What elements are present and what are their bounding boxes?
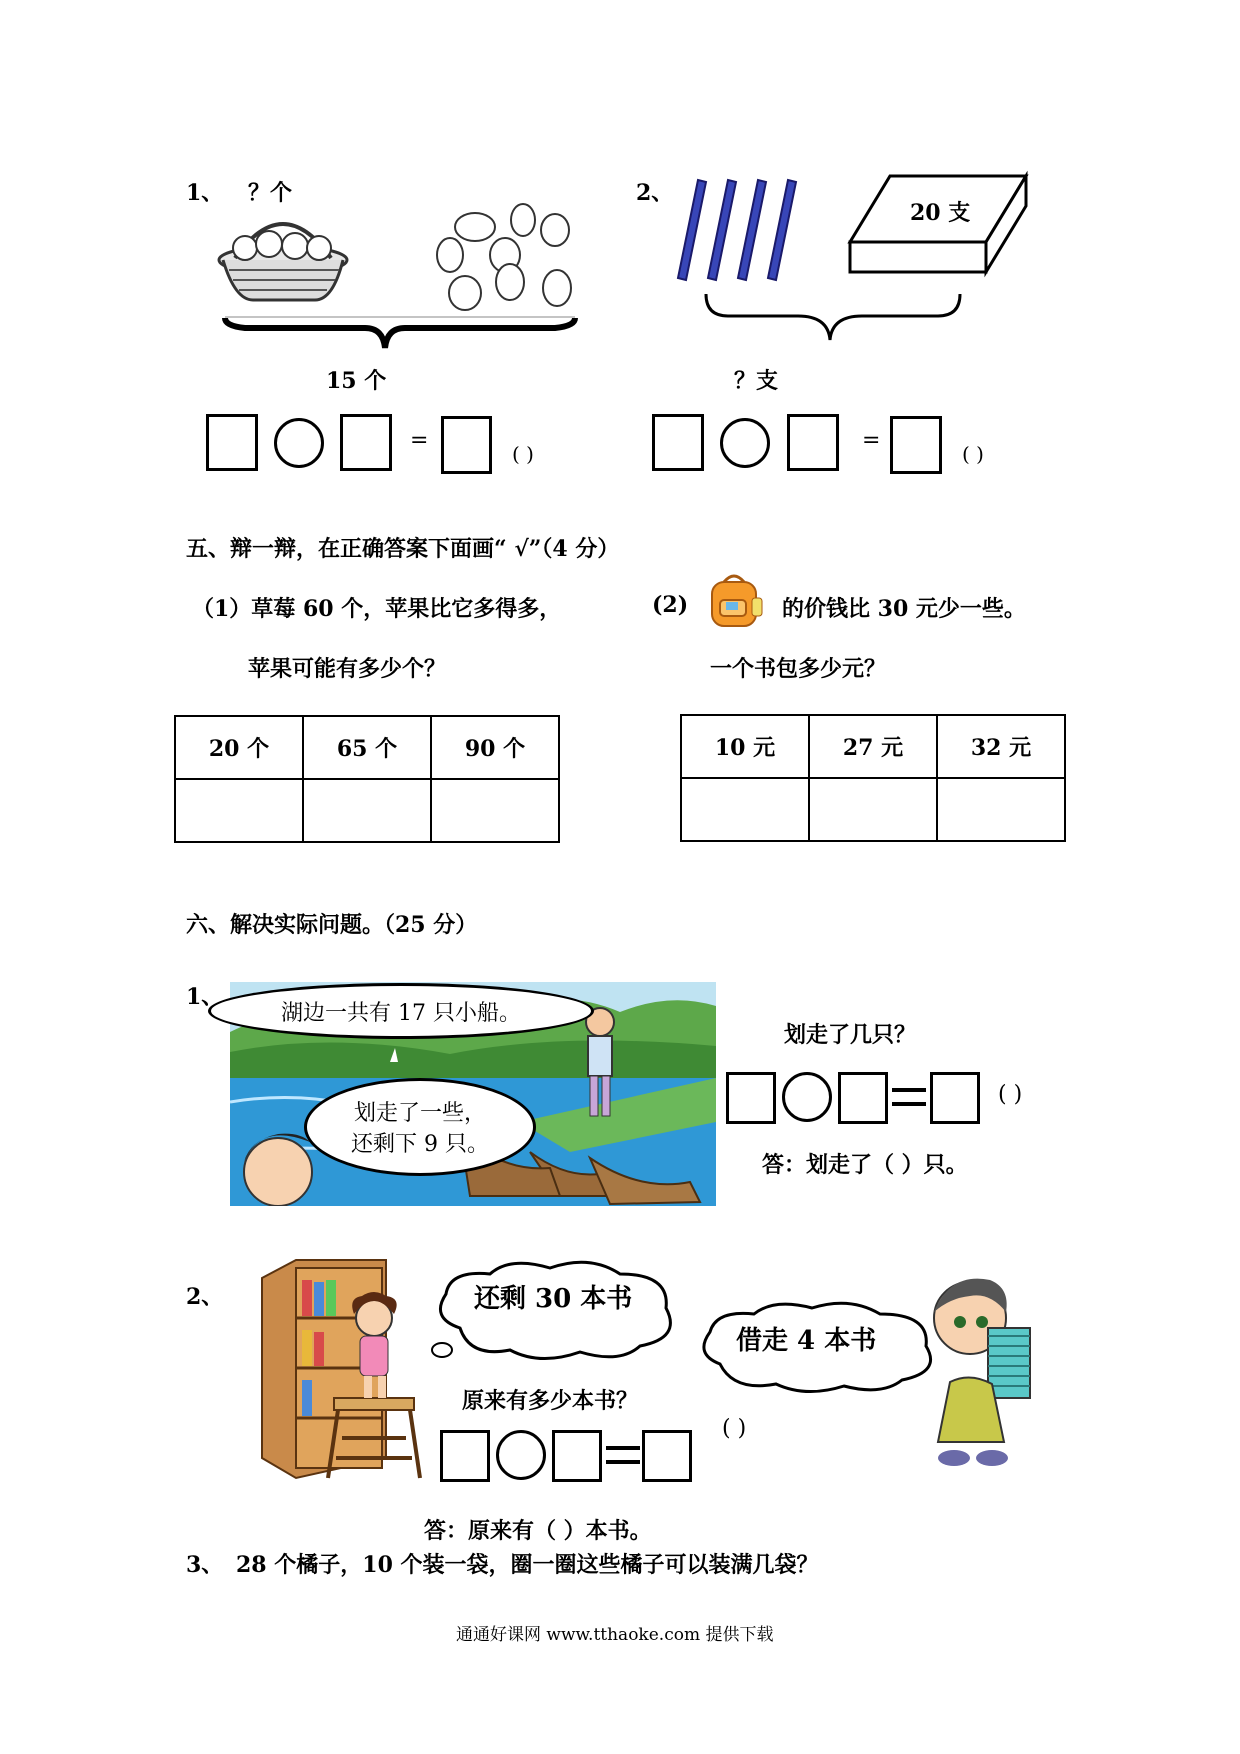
option-label: 20 个	[175, 716, 303, 779]
equals-sign: =	[410, 428, 429, 453]
speech-bubble-top-text: 湖边一共有 17 只小船。	[281, 1000, 521, 1026]
answer-box[interactable]	[552, 1430, 602, 1482]
operator-circle[interactable]	[782, 1072, 832, 1122]
answer-box[interactable]	[441, 416, 492, 474]
speech-bubble-left-line1: 划走了一些，	[353, 1101, 486, 1126]
section5-q2-choice-table	[680, 714, 1066, 842]
section6-p2-question: 原来有多少本书？	[462, 1388, 639, 1414]
equals-sign-icon	[606, 1444, 640, 1468]
pears-icon	[437, 204, 571, 310]
page-footer: 通通好课网 www.tthaoke.com 提供下载	[456, 1625, 774, 1645]
option-label: 32 元	[937, 715, 1065, 778]
equals-sign: =	[862, 428, 881, 453]
thought-cloud-1-text: 还剩 30 本书	[474, 1284, 633, 1314]
unit-parentheses: ( )	[962, 442, 984, 466]
checkmark-cell[interactable]	[809, 778, 937, 841]
unit-parentheses: ( )	[722, 1416, 747, 1441]
backpack-icon	[706, 572, 766, 630]
checkmark-cell[interactable]	[303, 779, 431, 842]
pencils-and-box-illustration	[668, 168, 1038, 368]
speech-bubble-top	[208, 983, 594, 1039]
basket-icon	[219, 224, 347, 300]
option-label: 65 个	[303, 716, 431, 779]
unit-parentheses: ( )	[512, 442, 534, 466]
operator-circle[interactable]	[720, 418, 770, 468]
equals-sign-icon	[892, 1086, 926, 1110]
problem2-number: 2、	[636, 180, 674, 206]
answer-box[interactable]	[930, 1072, 980, 1124]
pencil-box-label: 20 支	[910, 200, 971, 226]
section5-q1-line2: 苹果可能有多少个？	[248, 656, 447, 682]
section6-p1-question: 划走了几只？	[784, 1022, 917, 1048]
section5-q1-line1: （1）草莓 60 个，苹果比它多得多，	[192, 596, 562, 622]
answer-box[interactable]	[642, 1430, 692, 1482]
option-label: 27 元	[809, 715, 937, 778]
answer-box[interactable]	[890, 416, 942, 474]
section6-p2-answer: 答：原来有（ ）本书。	[424, 1518, 652, 1544]
answer-box[interactable]	[340, 414, 392, 471]
section6-p2-number: 2、	[186, 1284, 224, 1310]
option-label: 10 元	[681, 715, 809, 778]
operator-circle[interactable]	[274, 418, 324, 468]
answer-box[interactable]	[652, 414, 704, 471]
unit-parentheses: ( )	[998, 1082, 1023, 1107]
section6-p1-answer: 答：划走了（ ）只。	[762, 1152, 968, 1178]
checkmark-cell[interactable]	[431, 779, 559, 842]
option-label: 90 个	[431, 716, 559, 779]
section6-title: 六、解决实际问题。（25 分）	[186, 912, 478, 938]
thought-cloud-2-text: 借走 4 本书	[736, 1326, 877, 1356]
boy-with-books-illustration	[920, 1262, 1040, 1470]
section6-p3-number: 3、	[186, 1552, 224, 1578]
section5-q2-line1: 的价钱比 30 元少一些。	[782, 596, 1026, 622]
problem1-number: 1、	[186, 180, 224, 206]
checkmark-cell[interactable]	[681, 778, 809, 841]
section5-q2-number: (2)	[652, 592, 689, 618]
section5-q1-choice-table	[174, 715, 560, 843]
checkmark-cell[interactable]	[175, 779, 303, 842]
section6-p1-number: 1、	[186, 984, 224, 1010]
checkmark-cell[interactable]	[937, 778, 1065, 841]
answer-box[interactable]	[838, 1072, 888, 1124]
operator-circle[interactable]	[496, 1430, 546, 1480]
section5-title: 五、辩一辩，在正确答案下面画“ √”（4 分）	[186, 536, 620, 562]
bookshelf-girl-illustration	[256, 1258, 436, 1482]
problem1-question-label: ？个	[248, 180, 293, 206]
answer-box[interactable]	[726, 1072, 776, 1124]
problem1-total-label: 15 个	[326, 368, 387, 394]
answer-box[interactable]	[206, 414, 258, 471]
section6-p3-text: 28 个橘子，10 个装一袋，圈一圈这些橘子可以装满几袋？	[236, 1552, 819, 1578]
speech-bubble-left	[304, 1078, 536, 1176]
answer-box[interactable]	[440, 1430, 490, 1482]
pencils-icon	[678, 180, 796, 280]
problem2-question-label: ？支	[734, 368, 779, 394]
speech-bubble-left-line2: 还剩下 9 只。	[351, 1132, 489, 1157]
answer-box[interactable]	[787, 414, 839, 471]
basket-and-pears-illustration	[205, 200, 585, 350]
section5-q2-line2: 一个书包多少元？	[710, 656, 887, 682]
